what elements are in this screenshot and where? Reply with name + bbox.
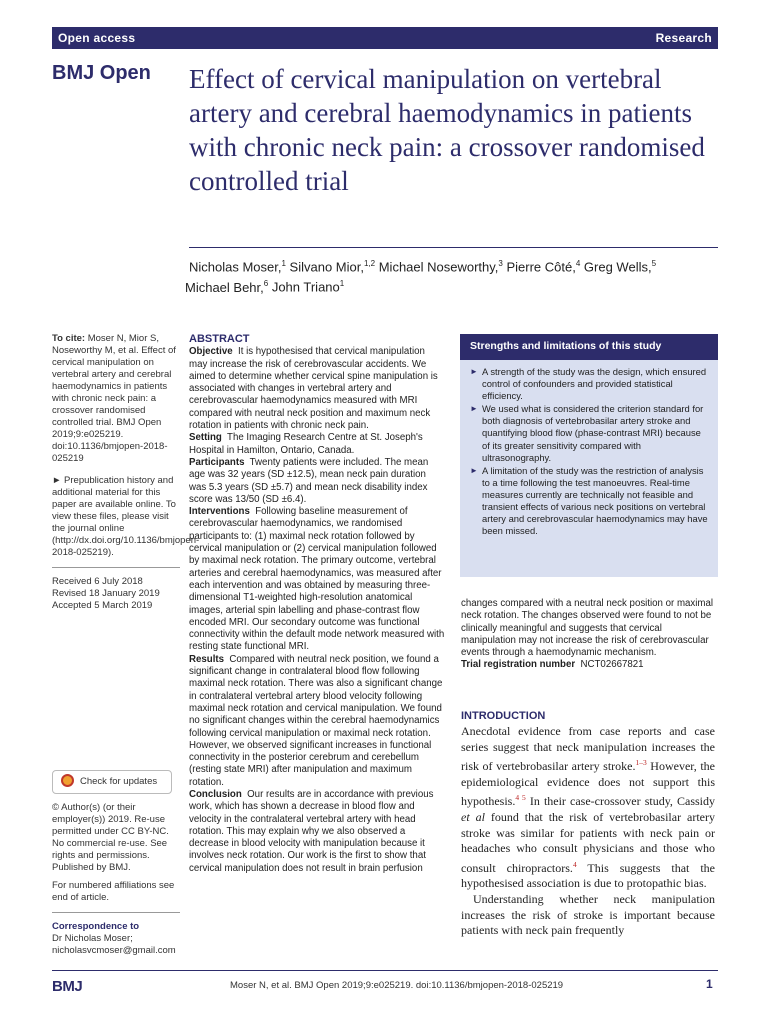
author-name: Silvano Mior, <box>285 259 364 275</box>
strengths-list <box>460 366 718 537</box>
section-text: The Imaging Research Centre at St. Joseph's Hospital in Hamilton, Ontario, Canada. <box>189 432 423 456</box>
affiliation-mark: 1,2 <box>363 259 376 268</box>
update-badge-icon <box>61 774 74 787</box>
sidebar-divider <box>52 912 180 913</box>
reference-link[interactable]: 1–3 <box>635 758 647 768</box>
abstract-section <box>189 457 445 506</box>
author-name: John Triano <box>268 279 340 295</box>
article-title: Effect of cervical manipulation on vertebral artery and cerebral haemodynamics in patients with chronic neck pain: a crossover randomised controlled trial <box>189 64 705 196</box>
section-label: Conclusion <box>189 788 242 800</box>
section-text: Twenty patients were included. The mean age was 32 years (SD ±12.5), mean neck pain duration was 5.3 years (SD ±5.7) and mean neck disability index score was 13/50 (SD ±6.4). <box>189 456 429 505</box>
sidebar-divider <box>52 567 180 568</box>
affiliation-mark: 1 <box>339 279 345 289</box>
author-name: Nicholas Moser, <box>189 259 282 275</box>
author-name: Greg Wells, <box>580 259 652 275</box>
reference-link[interactable]: 4 <box>572 859 577 869</box>
title-divider <box>189 247 718 248</box>
sidebar-top <box>52 333 200 612</box>
strengths-limitations-box <box>460 334 718 577</box>
section-label: Participants <box>189 456 245 468</box>
list-item-text: A limitation of the study was the restriction of analysis to a time following the test manoeuvres. Real-time measures currently are technically not feasible and transient effects of various neck positions on vertebral artery and cerebrovascular haemodynamics may have been missed. <box>482 464 708 537</box>
sidebar-bottom <box>52 802 180 957</box>
journal-logo: BMJ Open <box>52 62 151 84</box>
check-for-updates-button[interactable] <box>52 770 172 794</box>
affiliation-mark: 4 <box>575 259 581 268</box>
abstract-continued <box>461 598 719 672</box>
text-run: In their case-crossover study, Cassidy <box>525 794 716 809</box>
correspondence-email[interactable]: nicholasvcmoser@gmail.com <box>52 945 176 956</box>
footer-divider <box>52 970 718 971</box>
affiliation-mark: 5 <box>651 259 657 268</box>
section-text: Following baseline measurement of cerebrovascular haemodynamics, we randomised participants to: (1) maximal neck rotation followed by cervical manipulation or (2) cervical manipulation followed by maximal neck rotation. The primary outcome, vertebral arteries and cerebral haemodynamics, was measured after each intervention and was obtained by measuring three-dimensional T1-weighted high-resolution anatomical images, arterial spin labelling and phase-contrast flow encoded MRI. Our secondary outcome was functional connectivity within the default mode network measured with resting state functional MRI. <box>189 506 445 653</box>
author-name: Michael Noseworthy, <box>375 259 499 275</box>
section-text: Our results are in accordance with previous work, which has shown a decrease in blood flow and velocity in the contralateral vertebral artery with head rotation. This may explain why we also observed a decrease in blood velocity with manipulation because it involves neck rotation. Our work is the first to show that cervical manipulation does not result in brain perfusion <box>189 788 434 874</box>
trial-label: Trial registration number <box>461 659 576 671</box>
affiliations-note: For numbered affiliations see end of article. <box>52 880 175 903</box>
author-list <box>185 255 719 296</box>
abstract <box>189 333 445 875</box>
correspondence-label: Correspondence to <box>52 921 140 932</box>
section-label: Research <box>655 31 712 45</box>
abstract-section <box>189 346 445 432</box>
affiliation-mark: 1 <box>281 259 286 268</box>
list-item-text: A strength of the study was the design, which ensured control of confounders and provided statistical efficiency. <box>482 366 707 402</box>
triangle-bullet-icon: ► <box>470 367 478 376</box>
section-label: Interventions <box>189 506 250 518</box>
trial-registration <box>461 659 719 671</box>
section-label: Results <box>189 653 224 665</box>
triangle-bullet-icon: ► <box>470 404 478 414</box>
accepted-date: Accepted 5 March 2019 <box>52 600 153 611</box>
section-label: Objective <box>189 346 233 358</box>
introduction-heading: INTRODUCTION <box>461 710 546 722</box>
abstract-section <box>189 432 445 457</box>
page-number: 1 <box>706 977 713 991</box>
triangle-bullet-icon: ► <box>470 465 478 475</box>
citation-block <box>52 333 180 465</box>
list-item <box>470 403 710 463</box>
list-item <box>470 366 710 402</box>
bmj-logo: BMJ <box>52 978 83 995</box>
prepublication-note[interactable]: ► Prepublication history and additional material for this paper are available online. To view these files, please visit the journal online (http://dx.doi.org/10.1136/bmjopen-2018-025219). <box>52 475 200 558</box>
intro-paragraph: Understanding whether neck manipulation increases the risk of stroke is important because patients with neck pain frequently <box>461 891 715 938</box>
affiliation-mark: 3 <box>498 259 503 268</box>
abstract-heading: ABSTRACT <box>189 333 250 345</box>
text-run: This suggests that the hypothesised association is due to protopathic bias. <box>461 860 715 891</box>
introduction-text <box>461 724 715 939</box>
check-updates-label: Check for updates <box>80 776 158 787</box>
correspondence-name: Dr Nicholas Moser; <box>52 933 133 944</box>
section-text: It is hypothesised that cervical manipulation may increase the risk of cerebrovascular accidents. We aimed to determine whether cervical spine manipulation is associated with changes in vertebral artery and cerebrovascular haemodynamics measured with MRI compared with neutral neck position and maximum neck rotation in patients with chronic neck pain. <box>189 346 438 432</box>
cite-text: Moser N, Mior S, Noseworthy M, et al. Effect of cervical manipulation on vertebral artery and cerebral haemodynamics in patients with chronic neck pain: a crossover randomised controlled trial. BMJ Open 2019;9:e025219. doi:10.1136/bmjopen-2018-025219 <box>52 333 176 464</box>
author-name: Michael Behr, <box>185 279 264 295</box>
list-item <box>470 465 710 538</box>
trial-number: NCT02667821 <box>580 659 644 671</box>
box-heading: Strengths and limitations of this study <box>460 334 718 360</box>
revised-date: Revised 18 January 2019 <box>52 588 160 599</box>
text-run: et al <box>461 809 485 824</box>
text-run: Anecdotal evidence from case reports and case series suggest that neck manipulation increases the risk of vertebrobasilar artery stroke. <box>461 724 715 774</box>
open-access-label: Open access <box>58 31 136 45</box>
text-run: However, the epidemiological evidence does not support this hypothesis. <box>461 759 715 809</box>
text-run: found that the risk of vertebrobasilar artery stroke was similar for patients with neck pain or headaches who consult physicians and those who consult chiropractors. <box>461 809 715 875</box>
reference-link[interactable]: 4 5 <box>515 793 526 803</box>
footer-citation: Moser N, et al. BMJ Open 2019;9:e025219. doi:10.1136/bmjopen-2018-025219 <box>230 980 564 991</box>
section-text: Compared with neutral neck position, we found a significant change in contralateral blood flow following maximal neck rotation. There was also a significant change in contralateral vertebral artery blood velocity following maximal neck rotation and cervical manipulation. We found no significant changes within the cerebral haemodynamics following cervical manipulation or maximal neck rotation. However, we observed significant increases in functional connectivity in the posterior cerebrum and cerebellum (resting state MRI) after manipulation and maximum rotation. <box>189 653 443 788</box>
affiliation-mark: 6 <box>263 279 269 289</box>
abstract-section <box>189 506 445 654</box>
received-date: Received 6 July 2018 <box>52 576 143 587</box>
cite-label: To cite: <box>52 333 86 344</box>
section-label: Setting <box>189 432 222 444</box>
conclusion-continued: changes compared with a neutral neck position or maximal neck rotation. The changes observed were found to not be clinically meaningful and suggests that cervical manipulation may not increase the risk of cerebrovascular events through a haemodynamic mechanism. <box>461 598 714 659</box>
abstract-section <box>189 654 445 789</box>
copyright-note: © Author(s) (or their employer(s)) 2019. Re-use permitted under CC BY-NC. No commercial re-use. See rights and permissions. Published by BMJ. <box>52 802 169 873</box>
intro-paragraph <box>461 724 715 892</box>
header-bar <box>52 27 718 49</box>
abstract-section <box>189 789 445 875</box>
list-item-text: We used what is considered the criterion standard for both diagnosis of vertebrobasilar artery stroke and quantifying blood flow (phase-contrast MRI) because of its greater sensitivity compared with ultrasonography. <box>482 403 704 463</box>
author-name: Pierre Côté, <box>502 259 576 275</box>
